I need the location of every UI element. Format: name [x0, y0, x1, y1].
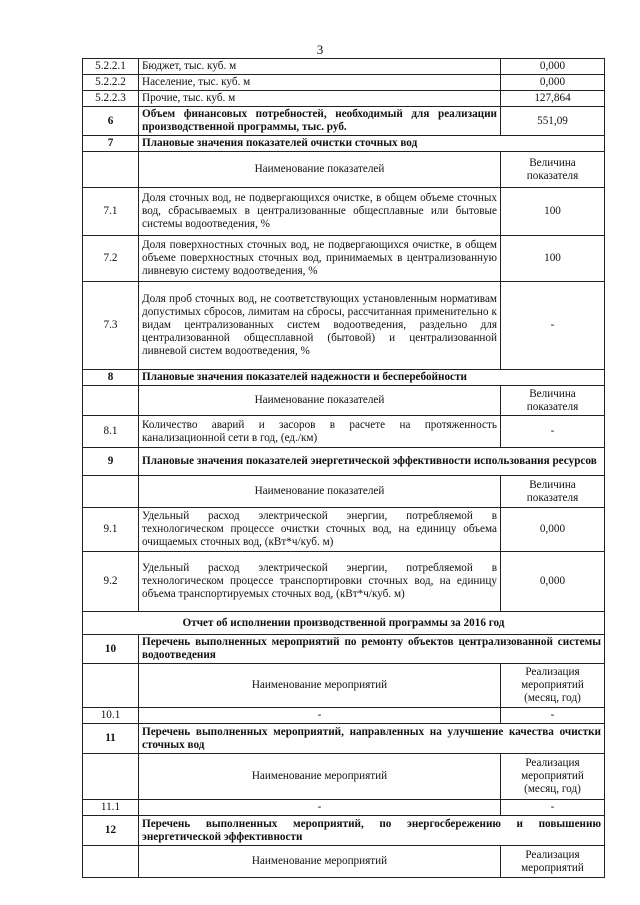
- page-number: 3: [316, 42, 324, 57]
- column-header-name: Наименование мероприятий: [139, 664, 501, 708]
- table-row: [83, 708, 605, 724]
- column-header-row: [83, 152, 605, 188]
- row-number: 11.1: [83, 800, 139, 816]
- column-header-name: Наименование мероприятий: [139, 754, 501, 800]
- section-header-row: [83, 635, 605, 664]
- row-value: -: [501, 282, 605, 370]
- column-header-value: Величина показателя: [501, 476, 605, 508]
- section-number: 7: [83, 136, 139, 152]
- section-number: 11: [83, 724, 139, 754]
- row-number: 10.1: [83, 708, 139, 724]
- section-number: 8: [83, 370, 139, 386]
- section-title: Перечень выполненных мероприятий, по энергосбережению и повышению энергетической эффективности: [139, 816, 605, 846]
- table-row: [83, 107, 605, 136]
- column-header-value: Величина показателя: [501, 386, 605, 416]
- section-number: 6: [83, 107, 139, 136]
- report-title: Отчет об исполнении производственной программы за 2016 год: [83, 612, 605, 635]
- section-number: 9: [83, 448, 139, 476]
- column-header-value: Реализация мероприятий: [501, 846, 605, 878]
- table-row: [83, 508, 605, 552]
- row-value: -: [501, 708, 605, 724]
- section-number: 12: [83, 816, 139, 846]
- table-row: [83, 59, 605, 75]
- section-header-row: [83, 136, 605, 152]
- row-number: 5.2.2.1: [83, 59, 139, 75]
- row-text: Население, тыс. куб. м: [139, 75, 501, 91]
- column-header-name: Наименование мероприятий: [139, 846, 501, 878]
- row-value: -: [501, 416, 605, 448]
- section-header-row: [83, 816, 605, 846]
- report-header-row: [83, 612, 605, 635]
- row-value: 127,864: [501, 91, 605, 107]
- column-header-value: Величина показателя: [501, 152, 605, 188]
- table-row: [83, 416, 605, 448]
- row-value: 0,000: [501, 508, 605, 552]
- section-title: Объем финансовых потребностей, необходимый для реализации производственной программы, тыс. руб.: [139, 107, 501, 136]
- row-text: Бюджет, тыс. куб. м: [139, 59, 501, 75]
- table-row: [83, 75, 605, 91]
- table-row: [83, 91, 605, 107]
- row-value: 0,000: [501, 75, 605, 91]
- section-title: Перечень выполненных мероприятий, направленных на улучшение качества очистки сточных вод: [139, 724, 605, 754]
- row-value: -: [501, 800, 605, 816]
- row-number: 9.1: [83, 508, 139, 552]
- column-header-row: [83, 846, 605, 878]
- row-value: 551,09: [501, 107, 605, 136]
- table-row: [83, 282, 605, 370]
- table-row: [83, 552, 605, 612]
- column-header-value: Реализация мероприятий (месяц, год): [501, 664, 605, 708]
- column-header-row: [83, 476, 605, 508]
- column-header-name: Наименование показателей: [139, 386, 501, 416]
- row-text: -: [139, 800, 501, 816]
- row-number: 8.1: [83, 416, 139, 448]
- section-title: Плановые значения показателей надежности и бесперебойности: [139, 370, 605, 386]
- row-value: 0,000: [501, 552, 605, 612]
- column-header-row: [83, 386, 605, 416]
- row-number: 5.2.2.2: [83, 75, 139, 91]
- section-title: Перечень выполненных мероприятий по ремонту объектов централизованной системы водоотведения: [139, 635, 605, 664]
- row-number: 7.3: [83, 282, 139, 370]
- column-header-value: Реализация мероприятий (месяц, год): [501, 754, 605, 800]
- section-title: Плановые значения показателей энергетической эффективности использования ресурсов: [139, 448, 605, 476]
- row-text: Прочие, тыс. куб. м: [139, 91, 501, 107]
- row-text: Доля проб сточных вод, не соответствующих установленным нормативам допустимых сбросов, лимитам на сбросы, рассчитанная применительно к видам централизованных систем водоотведения, раздельно для централизованной общесплавной (бытовой) и централизованной ливневой систем водоотведения, %: [139, 282, 501, 370]
- row-number: 7.2: [83, 236, 139, 282]
- row-number: 9.2: [83, 552, 139, 612]
- section-header-row: [83, 448, 605, 476]
- table-row: [83, 188, 605, 236]
- row-text: Количество аварий и засоров в расчете на протяженность канализационной сети в год, (ед./км): [139, 416, 501, 448]
- row-text: Удельный расход электрической энергии, потребляемой в технологическом процессе очистки сточных вод, на единицу объема очищаемых сточных вод, (кВт*ч/куб. м): [139, 508, 501, 552]
- row-value: 100: [501, 236, 605, 282]
- column-header-row: [83, 664, 605, 708]
- row-value: 0,000: [501, 59, 605, 75]
- row-text: Удельный расход электрической энергии, потребляемой в технологическом процессе транспортировки сточных вод, на единицу объема транспортируемых сточных вод, (кВт*ч/куб. м): [139, 552, 501, 612]
- row-text: Доля сточных вод, не подвергающихся очистке, в общем объеме сточных вод, сбрасываемых в централизованные общесплавные или бытовые системы водоотведения, %: [139, 188, 501, 236]
- row-text: -: [139, 708, 501, 724]
- section-header-row: [83, 370, 605, 386]
- row-text: Доля поверхностных сточных вод, не подвергающихся очистке, в общем объеме поверхностных сточных вод, принимаемых в централизованную ливневую систему водоотведения, %: [139, 236, 501, 282]
- column-header-name: Наименование показателей: [139, 152, 501, 188]
- table-row: [83, 800, 605, 816]
- section-header-row: [83, 724, 605, 754]
- column-header-row: [83, 754, 605, 800]
- table-row: [83, 236, 605, 282]
- row-number: 5.2.2.3: [83, 91, 139, 107]
- column-header-name: Наименование показателей: [139, 476, 501, 508]
- section-title: Плановые значения показателей очистки сточных вод: [139, 136, 605, 152]
- section-number: 10: [83, 635, 139, 664]
- row-number: 7.1: [83, 188, 139, 236]
- row-value: 100: [501, 188, 605, 236]
- production-program-table: [82, 58, 605, 878]
